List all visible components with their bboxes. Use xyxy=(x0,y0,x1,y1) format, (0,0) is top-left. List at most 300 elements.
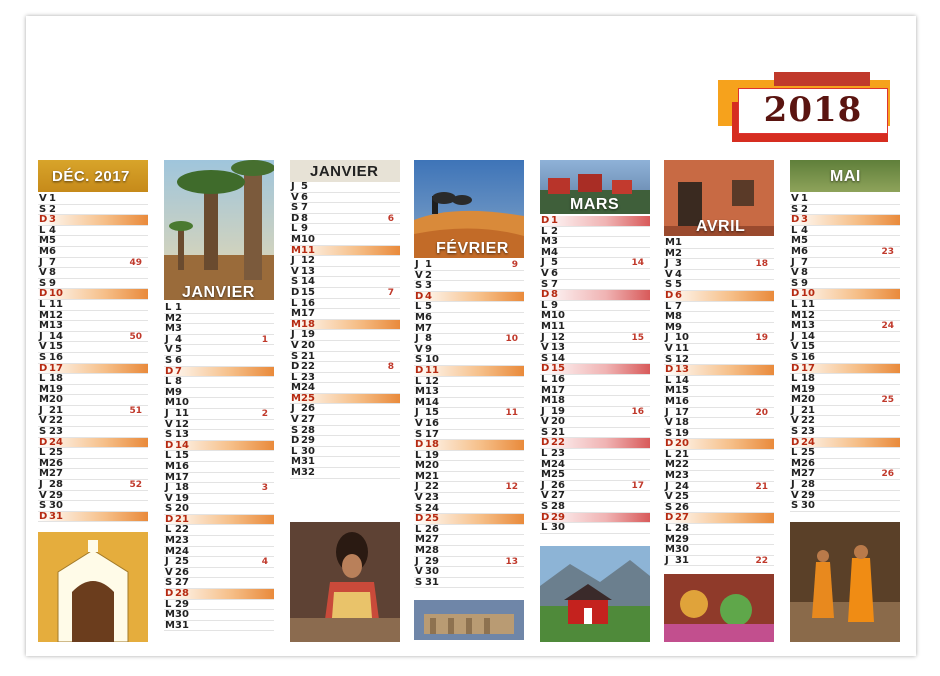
weekday-letter: D xyxy=(415,439,424,451)
day-number: 28 xyxy=(175,588,189,600)
day-number: 29 xyxy=(801,489,815,501)
weekday-letter: S xyxy=(665,279,673,291)
day-number: 18 xyxy=(551,395,565,407)
day-row xyxy=(414,260,524,271)
day-number: 3 xyxy=(175,323,182,335)
weekday-letter: D xyxy=(791,214,800,226)
jan-title: JANVIER xyxy=(182,284,255,301)
day-number: 20 xyxy=(175,503,189,515)
weekday-letter: V xyxy=(39,341,47,353)
weekday-letter: J xyxy=(291,255,295,267)
monks-illustration xyxy=(790,522,900,642)
weekday-letter: J xyxy=(541,479,545,491)
day-number: 11 xyxy=(49,298,63,310)
day-number: 29 xyxy=(551,511,565,523)
weekday-letter: S xyxy=(415,280,423,292)
day-number: 31 xyxy=(49,510,63,522)
day-number: 31 xyxy=(301,456,315,468)
weekday-letter: S xyxy=(791,203,799,215)
day-number: 18 xyxy=(175,482,189,494)
week-number: 20 xyxy=(755,407,768,418)
day-number: 13 xyxy=(49,320,63,332)
weekday-letter: L xyxy=(291,371,298,383)
day-number: 31 xyxy=(175,619,189,631)
day-number: 15 xyxy=(551,363,565,375)
day-number: 19 xyxy=(49,383,63,395)
day-number: 7 xyxy=(175,365,182,377)
weekday-letter: V xyxy=(541,490,549,502)
day-row xyxy=(290,341,400,352)
day-number: 18 xyxy=(425,439,439,451)
ruins-illustration xyxy=(414,600,524,640)
day-number: 24 xyxy=(801,436,815,448)
day-number: 10 xyxy=(175,397,189,409)
week-number: 16 xyxy=(631,406,644,417)
day-number: 29 xyxy=(301,435,315,447)
year-label: 2018 xyxy=(763,90,863,130)
weekday-letter: L xyxy=(415,375,422,387)
weekday-letter: M xyxy=(665,385,675,397)
weekday-letter: D xyxy=(541,511,550,523)
day-number: 7 xyxy=(301,202,308,214)
weekday-letter: M xyxy=(541,384,551,396)
weekday-letter: S xyxy=(39,500,47,512)
day-number: 23 xyxy=(49,426,63,438)
day-number: 1 xyxy=(425,259,432,270)
day-number: 5 xyxy=(551,257,558,269)
week-number: 6 xyxy=(387,213,394,224)
weaver-illustration xyxy=(290,522,400,642)
day-number: 26 xyxy=(425,523,439,535)
day-number: 25 xyxy=(675,491,689,503)
avr-bottom-photo xyxy=(664,574,774,642)
weekday-letter: L xyxy=(291,445,298,457)
day-number: 28 xyxy=(425,545,439,557)
day-number: 2 xyxy=(675,247,682,259)
day-number: 1 xyxy=(675,237,682,248)
day-number: 21 xyxy=(49,404,63,416)
weekday-letter: V xyxy=(415,417,423,429)
weekday-letter: S xyxy=(665,353,673,365)
day-number: 6 xyxy=(175,354,182,366)
day-number: 29 xyxy=(425,555,439,567)
weekday-letter: M xyxy=(541,395,551,407)
day-number: 16 xyxy=(801,351,815,363)
weekday-letter: M xyxy=(291,244,301,256)
weekday-letter: S xyxy=(291,202,299,214)
day-row xyxy=(164,303,274,314)
day-number: 15 xyxy=(49,341,63,353)
day-row xyxy=(790,247,900,258)
day-number: 4 xyxy=(425,290,432,302)
weekday-letter: J xyxy=(665,332,669,344)
weekday-letter: D xyxy=(415,513,424,525)
weekday-letter: M xyxy=(39,468,49,480)
month-column-jan2 xyxy=(290,160,400,642)
week-number: 52 xyxy=(129,480,142,491)
day-number: 5 xyxy=(49,235,56,247)
weekday-letter: M xyxy=(791,309,801,321)
week-number: 19 xyxy=(755,333,768,344)
weekday-letter: S xyxy=(541,426,549,438)
weekday-letter: S xyxy=(165,429,173,441)
weekday-letter: S xyxy=(39,426,47,438)
week-number: 18 xyxy=(755,259,768,270)
day-number: 22 xyxy=(551,437,565,449)
weekday-letter: L xyxy=(415,449,422,461)
day-row xyxy=(38,512,148,523)
weekday-letter: J xyxy=(665,554,669,566)
day-number: 15 xyxy=(801,341,815,353)
day-number: 6 xyxy=(551,267,558,279)
day-number: 24 xyxy=(301,382,315,394)
day-number: 11 xyxy=(801,298,815,310)
day-number: 16 xyxy=(175,460,189,472)
weekday-letter: V xyxy=(39,415,47,427)
weekday-letter: D xyxy=(165,365,174,377)
day-number: 13 xyxy=(301,265,315,277)
day-number: 30 xyxy=(425,566,439,578)
weekday-letter: D xyxy=(791,436,800,448)
day-row xyxy=(790,501,900,512)
weekday-letter: V xyxy=(791,267,799,279)
weekday-letter: S xyxy=(291,424,299,436)
weekday-letter: M xyxy=(39,320,49,332)
week-number: 24 xyxy=(881,321,894,332)
weekday-letter: D xyxy=(665,289,674,301)
day-row xyxy=(414,419,524,430)
day-row xyxy=(164,462,274,473)
day-number: 11 xyxy=(175,407,189,419)
day-number: 28 xyxy=(49,479,63,491)
baobab-illustration xyxy=(164,160,274,300)
weekday-letter: S xyxy=(541,352,549,364)
weekday-letter: V xyxy=(541,342,549,354)
jan2-day-list xyxy=(290,182,400,479)
weekday-letter: M xyxy=(415,460,425,472)
day-number: 16 xyxy=(301,297,315,309)
day-number: 17 xyxy=(551,384,565,396)
weekday-letter: D xyxy=(291,361,300,373)
day-row xyxy=(790,353,900,364)
day-number: 5 xyxy=(175,344,182,356)
day-number: 9 xyxy=(301,223,308,235)
jan-baobab-photo xyxy=(164,160,274,300)
weekday-letter: M xyxy=(39,309,49,321)
day-number: 10 xyxy=(801,288,815,300)
weekday-letter: V xyxy=(39,193,47,204)
day-number: 28 xyxy=(801,479,815,491)
day-row xyxy=(540,216,650,227)
weekday-letter: M xyxy=(165,323,175,335)
day-number: 26 xyxy=(175,566,189,578)
day-number: 7 xyxy=(49,256,56,268)
day-number: 30 xyxy=(301,445,315,457)
weekday-letter: J xyxy=(291,181,295,192)
day-number: 8 xyxy=(801,267,808,279)
weekday-letter: L xyxy=(165,376,172,388)
day-number: 2 xyxy=(551,225,558,237)
weekday-letter: L xyxy=(415,301,422,313)
day-number: 28 xyxy=(551,501,565,513)
weekday-letter: J xyxy=(165,556,169,568)
weekday-letter: J xyxy=(165,333,169,345)
day-number: 3 xyxy=(801,214,808,226)
day-number: 1 xyxy=(49,193,56,204)
dec-title: DÉC. 2017 xyxy=(52,168,130,185)
day-number: 3 xyxy=(425,280,432,292)
day-number: 25 xyxy=(801,447,815,459)
day-number: 30 xyxy=(175,609,189,621)
day-number: 4 xyxy=(49,224,56,236)
weekday-letter: V xyxy=(291,265,299,277)
day-number: 25 xyxy=(301,392,315,404)
weekday-letter: M xyxy=(665,247,675,259)
week-number: 8 xyxy=(387,362,394,373)
week-number: 51 xyxy=(129,405,142,416)
weekday-letter: M xyxy=(791,468,801,480)
day-number: 11 xyxy=(301,244,315,256)
weekday-letter: L xyxy=(791,224,798,236)
day-number: 15 xyxy=(301,286,315,298)
day-number: 17 xyxy=(425,428,439,440)
day-number: 16 xyxy=(49,351,63,363)
day-number: 20 xyxy=(301,339,315,351)
day-number: 26 xyxy=(675,501,689,513)
day-number: 2 xyxy=(801,203,808,215)
weekday-letter: V xyxy=(665,417,673,429)
week-number: 17 xyxy=(631,480,644,491)
weekday-letter: M xyxy=(291,233,301,245)
weekday-letter: M xyxy=(541,236,551,248)
weekday-letter: M xyxy=(665,544,675,556)
day-number: 6 xyxy=(801,245,808,257)
weekday-letter: M xyxy=(665,311,675,323)
weekday-letter: V xyxy=(291,339,299,351)
weekday-letter: M xyxy=(415,311,425,323)
day-number: 23 xyxy=(551,448,565,460)
day-number: 8 xyxy=(175,376,182,388)
day-number: 30 xyxy=(675,544,689,556)
day-number: 16 xyxy=(551,373,565,385)
day-number: 9 xyxy=(425,343,432,355)
day-number: 27 xyxy=(675,512,689,524)
weekday-letter: J xyxy=(791,256,795,268)
weekday-letter: J xyxy=(291,329,295,341)
weekday-letter: S xyxy=(291,276,299,288)
day-number: 18 xyxy=(301,318,315,330)
day-number: 14 xyxy=(49,330,63,342)
weekday-letter: M xyxy=(39,394,49,406)
day-row xyxy=(664,556,774,567)
weekday-letter: D xyxy=(165,513,174,525)
day-number: 6 xyxy=(425,311,432,323)
dec-bottom-photo xyxy=(38,532,148,642)
day-number: 19 xyxy=(551,405,565,417)
weekday-letter: M xyxy=(291,308,301,320)
weekday-letter: D xyxy=(665,364,674,376)
weekday-letter: M xyxy=(291,392,301,404)
weekday-letter: V xyxy=(291,414,299,426)
day-number: 24 xyxy=(675,480,689,492)
weekday-letter: D xyxy=(541,289,550,301)
day-number: 21 xyxy=(551,426,565,438)
day-number: 21 xyxy=(801,404,815,416)
day-number: 29 xyxy=(49,489,63,501)
day-row xyxy=(540,322,650,333)
day-number: 24 xyxy=(49,436,63,448)
week-number: 9 xyxy=(511,260,518,270)
day-number: 22 xyxy=(801,415,815,427)
weekday-letter: V xyxy=(541,416,549,428)
day-number: 26 xyxy=(301,403,315,415)
weekday-letter: M xyxy=(165,386,175,398)
day-row xyxy=(290,288,400,299)
day-number: 27 xyxy=(425,534,439,546)
weekday-letter: D xyxy=(791,362,800,374)
weekday-letter: J xyxy=(415,259,419,270)
day-row xyxy=(38,300,148,311)
day-number: 23 xyxy=(801,426,815,438)
weekday-letter: V xyxy=(665,268,673,280)
weekday-letter: L xyxy=(541,448,548,460)
weekday-letter: M xyxy=(541,469,551,481)
weekday-letter: M xyxy=(291,456,301,468)
day-number: 20 xyxy=(551,416,565,428)
day-number: 14 xyxy=(675,374,689,386)
day-number: 10 xyxy=(425,354,439,366)
weekday-letter: D xyxy=(665,512,674,524)
weekday-letter: J xyxy=(541,405,545,417)
weekday-letter: V xyxy=(415,566,423,578)
day-number: 25 xyxy=(551,469,565,481)
mar-title: MARS xyxy=(570,196,620,213)
day-number: 17 xyxy=(175,471,189,483)
day-row xyxy=(290,468,400,479)
day-number: 9 xyxy=(551,299,558,311)
day-number: 5 xyxy=(425,301,432,313)
weekday-letter: M xyxy=(665,533,675,545)
weekday-letter: L xyxy=(415,523,422,535)
jan2-title: JANVIER xyxy=(310,163,379,180)
weekday-letter: M xyxy=(415,322,425,334)
day-number: 13 xyxy=(675,364,689,376)
week-number: 14 xyxy=(631,258,644,269)
fev-day-list xyxy=(414,260,524,588)
weekday-letter: D xyxy=(291,212,300,224)
weekday-letter: L xyxy=(541,299,548,311)
day-number: 3 xyxy=(551,236,558,248)
month-column-dec xyxy=(38,160,148,642)
day-number: 23 xyxy=(301,371,315,383)
weekday-letter: M xyxy=(665,395,675,407)
day-row xyxy=(38,194,148,205)
day-number: 14 xyxy=(301,276,315,288)
week-number: 11 xyxy=(505,408,518,419)
day-number: 3 xyxy=(675,258,682,270)
weekday-letter: S xyxy=(791,500,799,512)
day-row xyxy=(540,523,650,534)
weekday-letter: V xyxy=(791,341,799,353)
day-row xyxy=(540,375,650,386)
weekday-letter: M xyxy=(791,245,801,257)
day-number: 17 xyxy=(301,308,315,320)
month-column-avr xyxy=(664,160,774,642)
weekday-letter: S xyxy=(415,502,423,514)
weekday-letter: D xyxy=(415,290,424,302)
avr-title: AVRIL xyxy=(696,218,746,235)
day-number: 27 xyxy=(801,468,815,480)
day-number: 23 xyxy=(425,492,439,504)
day-number: 9 xyxy=(49,277,56,289)
weekday-letter: M xyxy=(415,545,425,557)
mai-title: MAI xyxy=(830,168,861,185)
weekday-letter: M xyxy=(415,386,425,398)
day-number: 29 xyxy=(175,598,189,610)
weekday-letter: M xyxy=(291,318,301,330)
doorway-illustration xyxy=(38,532,148,642)
weekday-letter: L xyxy=(541,225,548,237)
weekday-letter: S xyxy=(791,426,799,438)
weekday-letter: V xyxy=(415,269,423,281)
weekday-letter: D xyxy=(39,288,48,300)
weekday-letter: J xyxy=(39,330,43,342)
day-number: 13 xyxy=(175,429,189,441)
weekday-letter: J xyxy=(541,257,545,269)
weekday-letter: J xyxy=(791,330,795,342)
day-number: 23 xyxy=(675,470,689,482)
weekday-letter: S xyxy=(791,351,799,363)
day-number: 19 xyxy=(175,492,189,504)
weekday-letter: M xyxy=(165,397,175,409)
weekday-letter: S xyxy=(165,577,173,589)
day-number: 13 xyxy=(425,386,439,398)
day-number: 25 xyxy=(425,513,439,525)
day-number: 5 xyxy=(301,181,308,192)
day-row xyxy=(414,578,524,589)
weekday-letter: V xyxy=(791,193,799,204)
day-row xyxy=(540,269,650,280)
weekday-letter: V xyxy=(415,343,423,355)
weekday-letter: V xyxy=(541,267,549,279)
day-number: 8 xyxy=(425,333,432,345)
weekday-letter: J xyxy=(415,333,419,345)
weekday-letter: J xyxy=(291,403,295,415)
weekday-letter: J xyxy=(39,404,43,416)
weekday-letter: J xyxy=(665,480,669,492)
day-number: 14 xyxy=(175,439,189,451)
weekday-letter: J xyxy=(415,481,419,493)
fev-bottom-photo xyxy=(414,600,524,640)
week-number: 3 xyxy=(261,483,268,494)
weekday-letter: D xyxy=(165,588,174,600)
day-row xyxy=(164,621,274,632)
jan-day-list xyxy=(164,303,274,631)
day-number: 4 xyxy=(551,246,558,258)
day-number: 30 xyxy=(49,500,63,512)
day-number: 10 xyxy=(301,233,315,245)
weekday-letter: L xyxy=(165,450,172,462)
week-number: 2 xyxy=(261,408,268,419)
weekday-letter: M xyxy=(165,545,175,557)
weekday-letter: L xyxy=(665,374,672,386)
day-number: 19 xyxy=(675,427,689,439)
day-number: 8 xyxy=(551,289,558,301)
weekday-letter: V xyxy=(39,267,47,279)
day-number: 4 xyxy=(801,224,808,236)
weekday-letter: L xyxy=(541,373,548,385)
day-number: 12 xyxy=(301,255,315,267)
